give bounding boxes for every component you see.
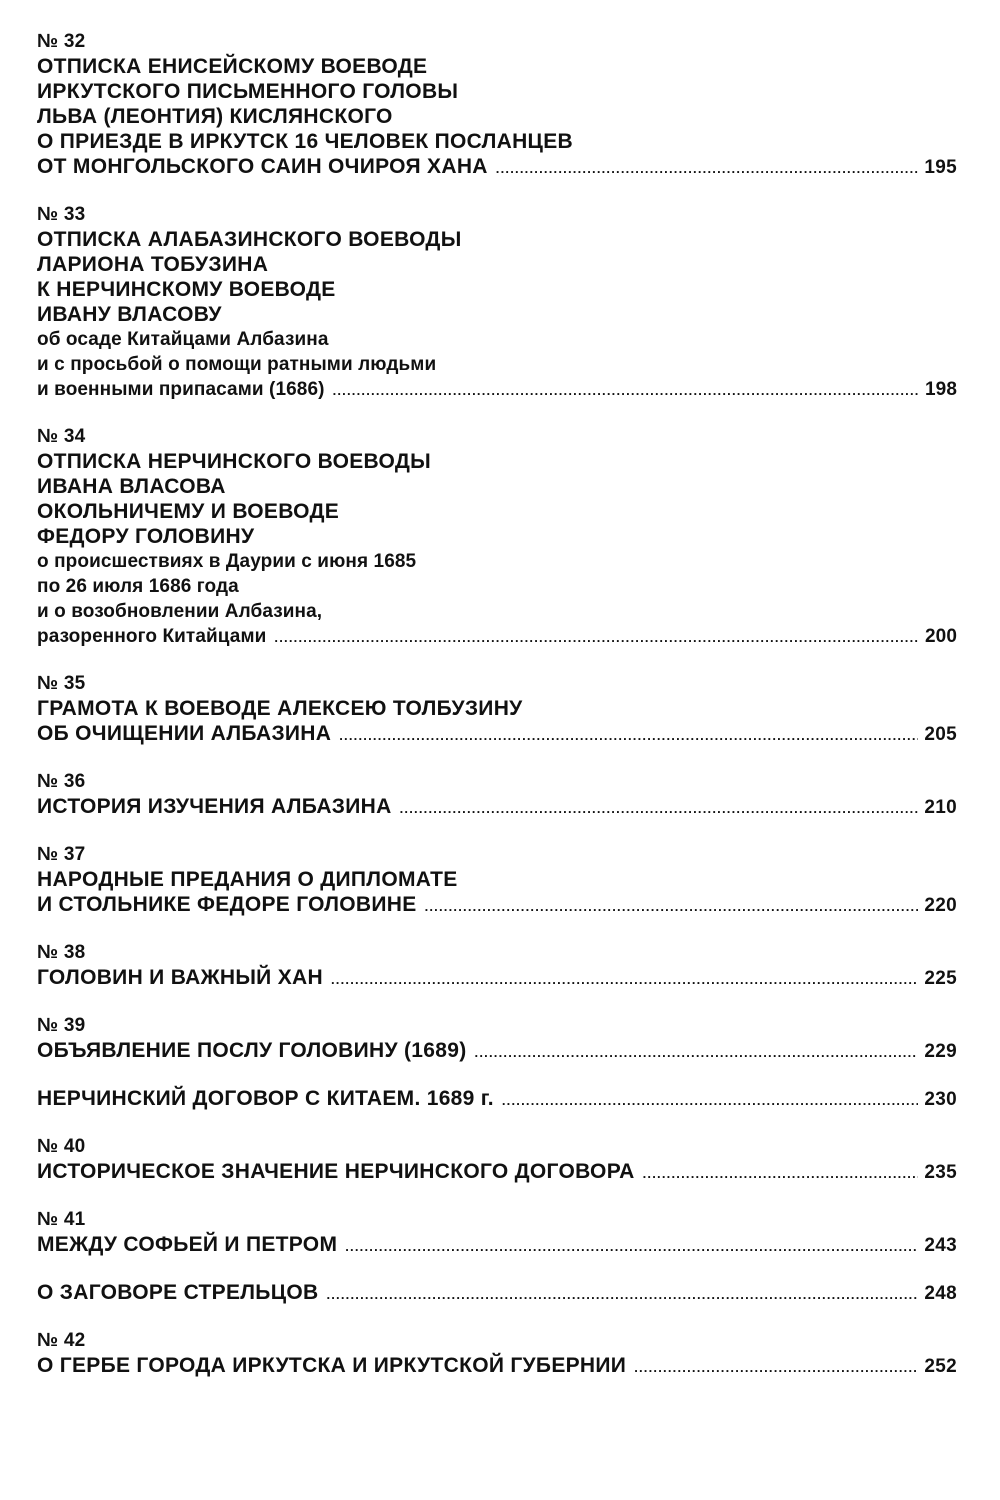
document-number: № 34 — [37, 426, 86, 447]
page-number: 252 — [924, 1356, 957, 1377]
entry-title-line: О ЗАГОВОРЕ СТРЕЛЬЦОВ — [37, 1281, 319, 1304]
entry-title-line: ИСТОРИЧЕСКОЕ ЗНАЧЕНИЕ НЕРЧИНСКОГО ДОГОВОРА — [37, 1160, 635, 1183]
entry-title-line: ЛАРИОНА ТОБУЗИНА — [37, 253, 269, 276]
entry-title-line: ФЕДОРУ ГОЛОВИНУ — [37, 525, 255, 548]
dot-leader — [333, 384, 919, 397]
document-number: № 39 — [37, 1015, 86, 1036]
toc-entry — [37, 769, 957, 820]
page-number: 195 — [924, 157, 957, 178]
dot-leader — [274, 631, 919, 644]
entry-title-line: разоренного Китайцами — [37, 626, 267, 647]
entry-last-line — [37, 1038, 957, 1064]
entry-title-line: НЕРЧИНСКИЙ ДОГОВОР С КИТАЕМ. 1689 г. — [37, 1087, 494, 1110]
document-number: № 32 — [37, 31, 86, 52]
entry-title-line: МЕЖДУ СОФЬЕЙ И ПЕТРОМ — [37, 1233, 338, 1256]
toc-entry — [37, 1013, 957, 1064]
dot-leader — [345, 1240, 918, 1253]
toc-entry — [37, 1086, 957, 1112]
toc-entry — [37, 1207, 957, 1258]
toc-entry — [37, 940, 957, 991]
page-number: 220 — [924, 895, 957, 916]
entry-title-line: И СТОЛЬНИКЕ ФЕДОРЕ ГОЛОВИНЕ — [37, 893, 417, 916]
document-number: № 41 — [37, 1209, 86, 1230]
dot-leader — [425, 900, 919, 913]
entry-title-line: ОТ МОНГОЛЬСКОГО САИН ОЧИРОЯ ХАНА — [37, 155, 488, 178]
entry-title-line: ОТПИСКА ЕНИСЕЙСКОМУ ВОЕВОДЕ — [37, 55, 428, 78]
entry-subtitle-line: об осаде Китайцами Албазина — [37, 329, 329, 350]
entry-title-line: ИВАНУ ВЛАСОВУ — [37, 303, 222, 326]
page-number: 229 — [924, 1041, 957, 1062]
dot-leader — [400, 802, 919, 815]
entry-title-line: ГОЛОВИН И ВАЖНЫЙ ХАН — [37, 966, 323, 989]
entry-subtitle-line: о происшествиях в Даурии с июня 1685 — [37, 551, 417, 572]
toc-entry — [37, 202, 957, 402]
toc-entry — [37, 1328, 957, 1379]
dot-leader — [634, 1361, 918, 1374]
entry-title-line: О ПРИЕЗДЕ В ИРКУТСК 16 ЧЕЛОВЕК ПОСЛАНЦЕВ — [37, 130, 573, 153]
table-of-contents — [37, 29, 957, 1401]
document-number: № 42 — [37, 1330, 86, 1351]
entry-title-line: ИВАНА ВЛАСОВА — [37, 475, 226, 498]
page-number: 225 — [924, 968, 957, 989]
document-number: № 33 — [37, 204, 86, 225]
document-number: № 37 — [37, 844, 86, 865]
entry-last-line — [37, 154, 957, 180]
entry-last-line — [37, 1232, 957, 1258]
entry-title-line: и военными припасами (1686) — [37, 379, 325, 400]
entry-title-line: К НЕРЧИНСКОМУ ВОЕВОДЕ — [37, 278, 336, 301]
entry-last-line — [37, 1353, 957, 1379]
document-number: № 40 — [37, 1136, 86, 1157]
toc-entry — [37, 1280, 957, 1306]
entry-last-line — [37, 721, 957, 747]
dot-leader — [326, 1288, 918, 1301]
entry-title-line: ИСТОРИЯ ИЗУЧЕНИЯ АЛБАЗИНА — [37, 795, 392, 818]
dot-leader — [339, 729, 918, 742]
toc-entry — [37, 424, 957, 649]
toc-entry — [37, 29, 957, 180]
page-number: 248 — [924, 1283, 957, 1304]
document-number: № 35 — [37, 673, 86, 694]
document-number: № 38 — [37, 942, 86, 963]
entry-subtitle-line: по 26 июля 1686 года — [37, 576, 239, 597]
page-number: 198 — [924, 379, 957, 400]
entry-title-line: ОКОЛЬНИЧЕМУ И ВОЕВОДЕ — [37, 500, 340, 523]
dot-leader — [502, 1094, 919, 1107]
entry-title-line: ОТПИСКА НЕРЧИНСКОГО ВОЕВОДЫ — [37, 450, 431, 473]
entry-title-line: НАРОДНЫЕ ПРЕДАНИЯ О ДИПЛОМАТЕ — [37, 868, 458, 891]
entry-last-line — [37, 1280, 957, 1306]
entry-title-line: О ГЕРБЕ ГОРОДА ИРКУТСКА И ИРКУТСКОЙ ГУБЕРНИИ — [37, 1354, 627, 1377]
entry-title-line: ОБ ОЧИЩЕНИИ АЛБАЗИНА — [37, 722, 332, 745]
entry-last-line — [37, 794, 957, 820]
entry-title-line: ГРАМОТА К ВОЕВОДЕ АЛЕКСЕЮ ТОЛБУЗИНУ — [37, 697, 523, 720]
entry-subtitle-line: и с просьбой о помощи ратными людьми — [37, 354, 437, 375]
entry-last-line — [37, 624, 957, 649]
entry-title-line: ЛЬВА (ЛЕОНТИЯ) КИСЛЯНСКОГО — [37, 105, 393, 128]
dot-leader — [475, 1046, 919, 1059]
document-number: № 36 — [37, 771, 86, 792]
entry-last-line — [37, 377, 957, 402]
page-number: 235 — [924, 1162, 957, 1183]
toc-entry — [37, 842, 957, 918]
entry-last-line — [37, 965, 957, 991]
toc-entry — [37, 671, 957, 747]
entry-title-line: ИРКУТСКОГО ПИСЬМЕННОГО ГОЛОВЫ — [37, 80, 459, 103]
dot-leader — [331, 973, 918, 986]
page-number: 210 — [924, 797, 957, 818]
entry-title-line: ОБЪЯВЛЕНИЕ ПОСЛУ ГОЛОВИНУ (1689) — [37, 1039, 467, 1062]
entry-last-line — [37, 892, 957, 918]
page-number: 230 — [924, 1089, 957, 1110]
dot-leader — [496, 162, 919, 175]
entry-last-line — [37, 1086, 957, 1112]
page-number: 205 — [924, 724, 957, 745]
dot-leader — [643, 1167, 919, 1180]
entry-last-line — [37, 1159, 957, 1185]
entry-title-line: ОТПИСКА АЛАБАЗИНСКОГО ВОЕВОДЫ — [37, 228, 462, 251]
entry-subtitle-line: и о возобновлении Албазина, — [37, 601, 323, 622]
toc-entry — [37, 1134, 957, 1185]
page-number: 200 — [924, 626, 957, 647]
page-number: 243 — [924, 1235, 957, 1256]
